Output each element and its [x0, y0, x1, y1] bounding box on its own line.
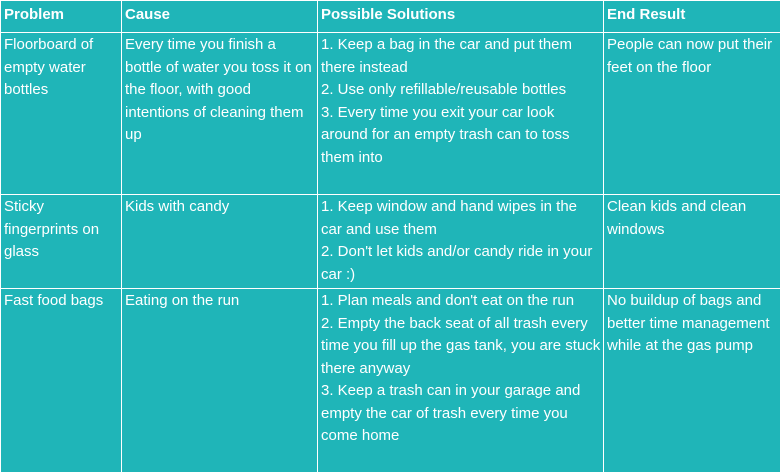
solution-item: 1. Keep window and hand wipes in the car and use them	[321, 198, 578, 238]
table-row	[1, 33, 780, 195]
solutions-cell	[318, 33, 604, 195]
solution-item: 3. Every time you exit your car look around for an empty trash can to toss them into	[321, 103, 570, 166]
solution-item: 1. Keep a bag in the car and put them there instead	[321, 36, 573, 76]
header-cause: Cause	[122, 1, 318, 33]
problem-cell: Fast food bags	[1, 289, 122, 473]
solutions-cell	[318, 289, 604, 473]
problem-cell: Floorboard of empty water bottles	[1, 33, 122, 195]
table-row	[1, 195, 780, 289]
solution-item: 2. Empty the back seat of all trash every time you fill up the gas tank, you are stuck there anyway	[321, 314, 601, 377]
solution-item: 3. Keep a trash can in your garage and empty the car of trash every time you come home	[321, 382, 581, 444]
result-cell: Clean kids and clean windows	[604, 195, 780, 289]
cause-cell: Eating on the run	[122, 289, 318, 473]
solutions-cell	[318, 195, 604, 289]
solution-item: 2. Use only refillable/reusable bottles	[321, 81, 567, 98]
header-problem: Problem	[1, 1, 122, 33]
result-cell: People can now put their feet on the floor	[604, 33, 780, 195]
problem-cell: Sticky fingerprints on glass	[1, 195, 122, 289]
header-end-result: End Result	[604, 1, 780, 33]
cause-cell: Every time you finish a bottle of water you toss it on the floor, with good intentions of cleaning them up	[122, 33, 318, 195]
solution-item: 1. Plan meals and don't eat on the run	[321, 292, 575, 309]
header-row	[1, 1, 780, 33]
result-cell: No buildup of bags and better time management while at the gas pump	[604, 289, 780, 473]
solution-item: 2. Don't let kids and/or candy ride in your car :)	[321, 243, 593, 283]
table-row	[1, 289, 780, 473]
cause-cell: Kids with candy	[122, 195, 318, 289]
header-possible-solutions: Possible Solutions	[318, 1, 604, 33]
